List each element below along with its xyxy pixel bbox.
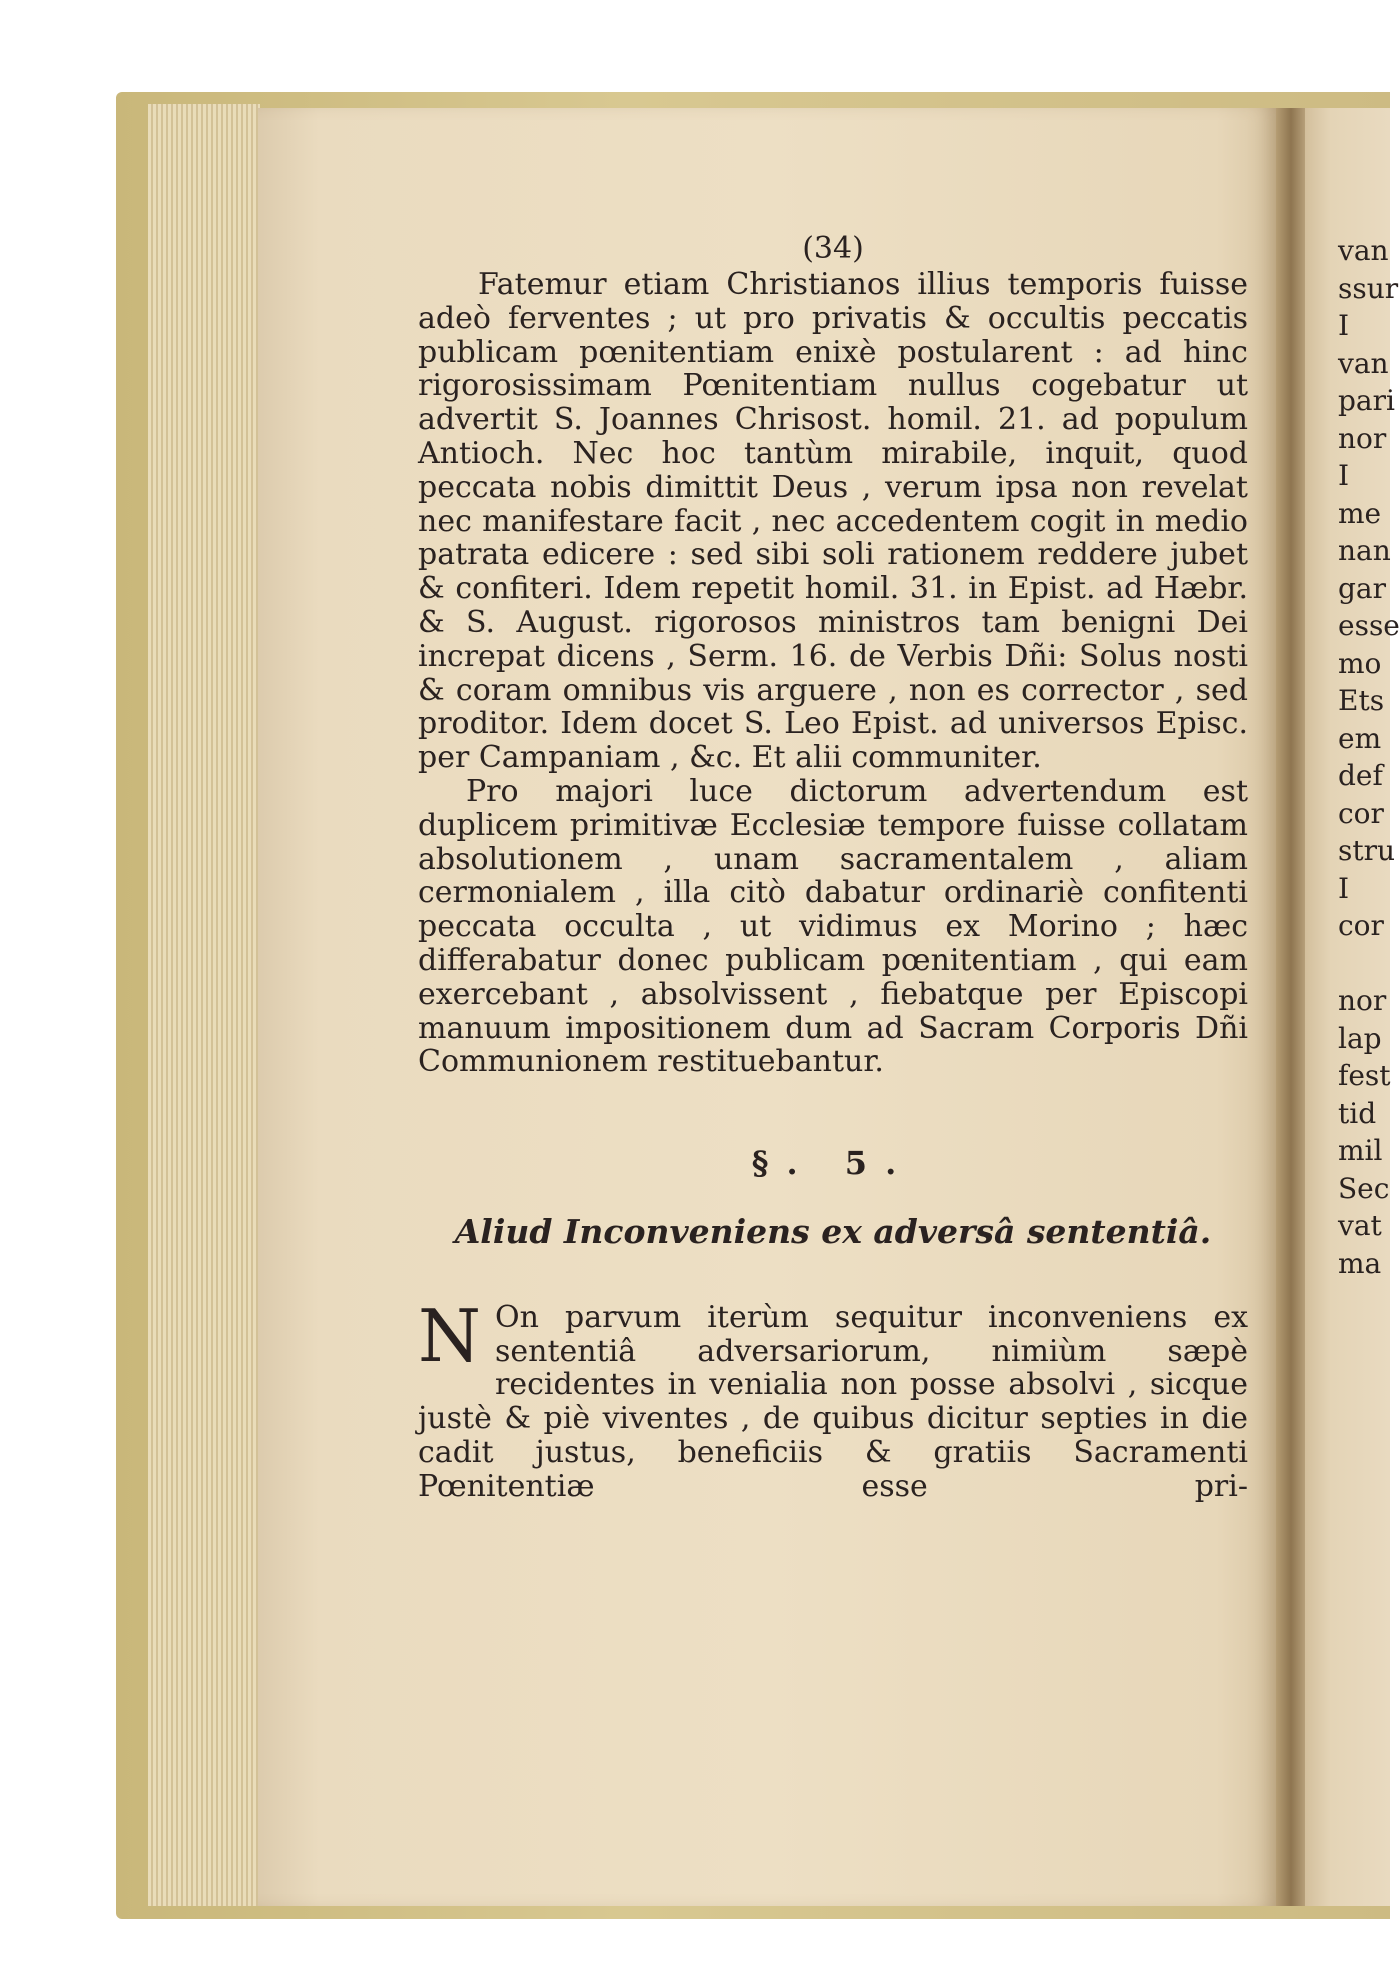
- facing-page-line: I: [1338, 871, 1350, 905]
- page-edges: [148, 104, 260, 1906]
- facing-page-line: gar: [1338, 571, 1387, 605]
- facing-page-line: esse: [1338, 609, 1400, 642]
- facing-page-line: mo: [1338, 646, 1382, 680]
- facing-page-line: fest: [1338, 1059, 1391, 1092]
- facing-page-line: I: [1338, 459, 1350, 492]
- facing-page-line: mil: [1338, 1134, 1383, 1167]
- facing-page-line: ssur: [1338, 271, 1399, 305]
- facing-page-line: Ets: [1338, 684, 1385, 717]
- page-text-block: [418, 232, 1248, 1504]
- facing-page-line: lap: [1338, 1021, 1382, 1055]
- page-number: (34): [802, 231, 864, 266]
- facing-page-line: me: [1338, 496, 1382, 530]
- opening-paragraph: [418, 1293, 1248, 1504]
- facing-page-line: I: [1338, 309, 1350, 342]
- facing-page-line: nan: [1338, 534, 1391, 567]
- facing-page-line: vat: [1338, 1209, 1382, 1242]
- facing-page-line: ma: [1338, 1246, 1382, 1280]
- book-gutter: [1276, 108, 1306, 1906]
- facing-page-text: [1338, 232, 1400, 1282]
- facing-page-line: tid: [1338, 1096, 1377, 1130]
- opening-text: On parvum iterùm sequitur inconveniens ex sententiâ adversariorum, nimiùm sæpè recidentes in venialia non posse absolvi , sicque justè & piè viventes , de quibus dicitur septies in die cadit justus, beneficiis & gratiis Sacramenti Pœnitentiæ esse pri-: [418, 1299, 1248, 1504]
- facing-page-line: [1338, 945, 1390, 983]
- facing-page-line: cor: [1338, 796, 1384, 830]
- drop-initial: N: [418, 1293, 481, 1378]
- paragraph-1: Fatemur etiam Christianos illius temporis fuisse adeò ferventes ; ut pro privatis & occultis peccatis publicam pœnitentiam enixè postularent : ad hinc rigorosissimam Pœnitentiam nullus cogebatur ut advertit S. Joannes Chrisost. homil. 21. ad populum Antioch. Nec hoc tantùm mirabile, inquit, quod peccata nobis dimittit Deus , verum ipsa non revelat nec manifestare facit , nec accedentem cogit in medio patrata edicere : sed sibi soli rationem reddere jubet & confiteri. Idem repetit homil. 31. in Epist. ad Hæbr. & S. August. rigorosos ministros tam benigni Dei increpat dicens , Serm. 16. de Verbis Dñi: Solus nosti & coram omnibus vis arguere , non es corrector , sed proditor. Idem docet S. Leo Epist. ad universos Episc. per Campaniam , &c. Et alii communiter.: [418, 267, 1248, 776]
- facing-page-line: em: [1338, 721, 1382, 755]
- section-heading: Aliud Inconveniens ex adversâ sententiâ.: [454, 1211, 1212, 1251]
- facing-page-line: nor: [1338, 421, 1387, 455]
- facing-page-line: Sec: [1338, 1171, 1390, 1205]
- facing-page-line: stru: [1338, 834, 1396, 867]
- facing-page-line: def: [1338, 759, 1383, 792]
- facing-page-line: van: [1338, 346, 1389, 380]
- section-mark: §. 5.: [751, 1144, 915, 1183]
- facing-page-line: pari: [1338, 384, 1395, 417]
- facing-page-line: nor: [1338, 984, 1387, 1017]
- facing-page-line: van: [1338, 234, 1389, 267]
- paragraph-2: Pro majori luce dictorum advertendum est duplicem primitivæ Ecclesiæ tempore fuisse collatam absolutionem , unam sacramentalem , aliam cermonialem , illa citò dabatur ordinariè confitenti peccata occulta , ut vidimus ex Morino ; hæc differabatur donec publicam pœnitentiam , qui eam exercebant , absolvissent , fiebatque per Episcopi manuum impositionem dum ad Sacram Corporis Dñi Communionem restituebantur.: [418, 773, 1248, 1080]
- facing-page-line: cor: [1338, 909, 1384, 942]
